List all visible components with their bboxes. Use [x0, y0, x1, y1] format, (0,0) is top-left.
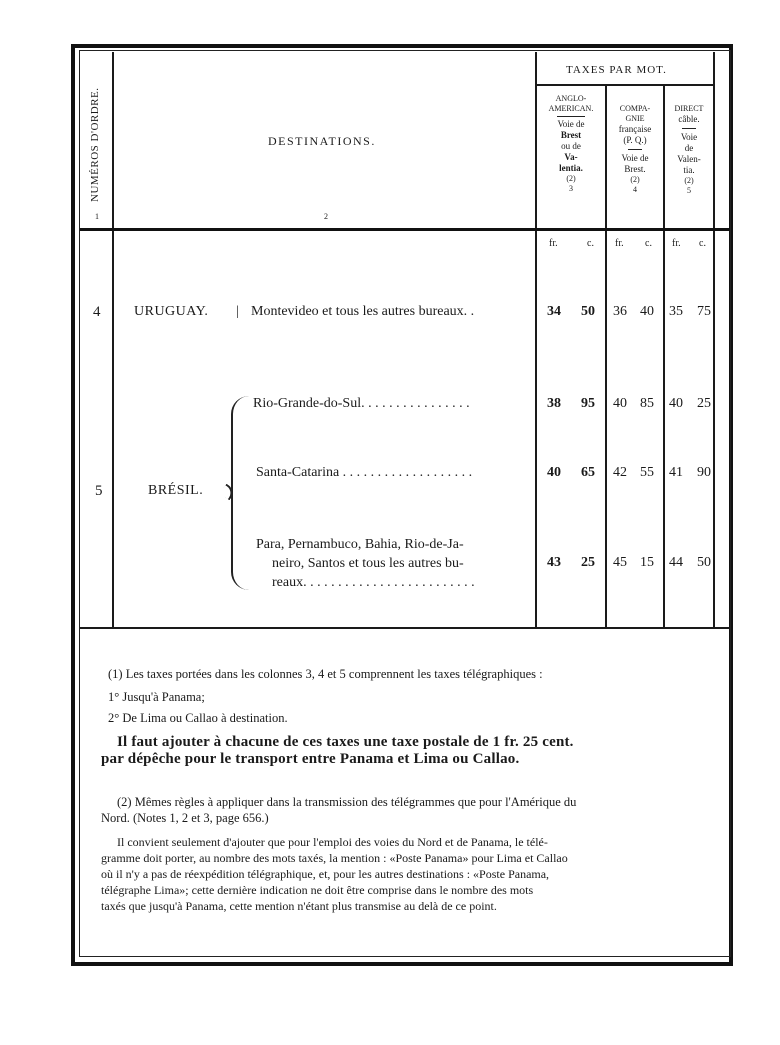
col4-line6: Brest. [624, 164, 646, 174]
bresil-dest-2: Santa-Catarina . . . . . . . . . . . . . . . . . . . [256, 465, 473, 480]
bresil-d2-c4-c: 55 [640, 465, 654, 480]
unit-fr-col5: fr. [672, 238, 681, 249]
header-bottom-rule [80, 228, 730, 231]
col3-line1: ANGLO- [555, 94, 587, 103]
row-bresil-number: 5 [95, 483, 103, 499]
col4-note: (2) [630, 175, 640, 184]
note-1b: 2° De Lima ou Callao à destination. [108, 711, 288, 725]
col3-header [537, 94, 605, 194]
postal-tax-warning-line1: Il faut ajouter à chacune de ces taxes une taxe postale de 1 fr. 25 cent. [117, 734, 574, 750]
bresil-d3-c4-fr: 45 [613, 555, 627, 570]
row-uruguay-c4-c: 40 [640, 304, 654, 319]
row-uruguay-c3-c: 50 [581, 304, 595, 319]
paragraph-line1: Il convient seulement d'ajouter que pour l'emploi des voies du Nord et de Panama, le télé- [117, 835, 548, 849]
col5-line2: câble. [678, 114, 700, 124]
col2-title: DESTINATIONS. [268, 134, 376, 148]
col4-line1: COMPA- [619, 104, 651, 113]
col4-line3: française [618, 124, 652, 134]
col-divider-1 [112, 52, 114, 628]
bresil-d2-c3-fr: 40 [547, 465, 561, 480]
col3-line6: Va- [564, 152, 578, 162]
note-2-line2: Nord. (Notes 1, 2 et 3, page 656.) [101, 811, 269, 825]
bresil-dest-1: Rio-Grande-do-Sul. . . . . . . . . . . . . . . . [253, 396, 470, 411]
paragraph-line2: gramme doit porter, au nombre des mots taxés, la mention : «Poste Panama» pour Lima et Callao [101, 851, 568, 865]
unit-c-col3: c. [587, 238, 594, 249]
row-uruguay-number: 4 [93, 304, 101, 320]
note-2-line1: (2) Mêmes règles à appliquer dans la transmission des télégrammes que pour l'Amérique du [117, 795, 577, 809]
unit-fr-col3: fr. [549, 238, 558, 249]
col3-note: (2) [566, 174, 576, 183]
col5-line6: tia. [683, 165, 695, 175]
unit-fr-col4: fr. [615, 238, 624, 249]
col1-number: 1 [95, 212, 99, 221]
bresil-dest-3-line2: neiro, Santos et tous les autres bu- [272, 556, 464, 571]
taxes-title: TAXES PAR MOT. [566, 64, 667, 76]
col5-note: (2) [684, 176, 694, 185]
bresil-d3-c3-c: 25 [581, 555, 595, 570]
col5-line4: de [684, 143, 694, 153]
bresil-d2-c3-c: 65 [581, 465, 595, 480]
col5-number: 5 [687, 186, 691, 195]
row-uruguay-separator: | [236, 304, 239, 319]
col5-line3: Voie [680, 132, 698, 142]
bresil-dest-3-line3: reaux. . . . . . . . . . . . . . . . . . . . . . . . . [272, 575, 475, 590]
bresil-d2-c4-fr: 42 [613, 465, 627, 480]
bresil-d1-c4-c: 85 [640, 396, 654, 411]
bresil-d1-c3-c: 95 [581, 396, 595, 411]
col5-header [664, 104, 714, 196]
bresil-d3-c5-fr: 44 [669, 555, 683, 570]
taxes-underline [535, 84, 715, 86]
col4-line2: GNIE [625, 114, 645, 123]
bresil-dest-3-line1: Para, Pernambuco, Bahia, Rio-de-Ja- [256, 537, 464, 552]
col4-line5: Voie de [621, 153, 649, 163]
row-uruguay-c5-fr: 35 [669, 304, 683, 319]
col3-line2: AMERICAN. [548, 104, 594, 113]
col3-line7: lentia. [559, 163, 583, 173]
paragraph-line5: taxés que jusqu'à Panama, cette mention n'étant plus transmise au delà de ce point. [101, 899, 497, 913]
bresil-d1-c5-fr: 40 [669, 396, 683, 411]
bresil-d2-c5-c: 90 [697, 465, 711, 480]
bresil-d1-c3-fr: 38 [547, 396, 561, 411]
col3-line3: Voie de [557, 119, 585, 129]
col4-header [606, 104, 664, 195]
col3-line5: ou de [561, 141, 581, 151]
bresil-d3-c3-fr: 43 [547, 555, 561, 570]
col4-number: 4 [633, 185, 637, 194]
row-uruguay-c5-c: 75 [697, 304, 711, 319]
col3-line4: Brest [560, 130, 582, 140]
unit-c-col5: c. [699, 238, 706, 249]
col5-line1: DIRECT [674, 104, 704, 113]
bresil-d1-c4-fr: 40 [613, 396, 627, 411]
paragraph-line3: où il n'y a pas de réexpédition télégraphique, et, pour les autres destinations : «Poste Panama, [101, 867, 550, 881]
col2-number: 2 [324, 212, 328, 221]
bresil-d3-c5-c: 50 [697, 555, 711, 570]
paragraph-line4: télégraphe Lima»; cette dernière indication ne doit être comprise dans le nombre des mots [101, 883, 534, 897]
col3-number: 3 [569, 184, 573, 193]
note-1a: 1° Jusqu'à Panama; [108, 690, 205, 704]
col5-line5: Valen- [677, 154, 701, 164]
col4-line4: (P. Q.) [623, 135, 647, 145]
unit-c-col4: c. [645, 238, 652, 249]
bresil-d1-c5-c: 25 [697, 396, 711, 411]
bresil-brace [231, 396, 251, 590]
bresil-d3-c4-c: 15 [640, 555, 654, 570]
row-uruguay-c3-fr: 34 [547, 304, 561, 319]
note-1: (1) Les taxes portées dans les colonnes 3, 4 et 5 comprennent les taxes télégraphiques : [108, 667, 543, 681]
row-uruguay-country: URUGUAY. [134, 304, 209, 319]
table-bottom-rule [80, 627, 730, 629]
row-uruguay-destination: Montevideo et tous les autres bureaux. . [251, 304, 475, 319]
col1-title: NUMÉROS D'ORDRE. [89, 87, 101, 203]
postal-tax-warning-line2: par dépêche pour le transport entre Panama et Lima ou Callao. [101, 751, 520, 767]
bresil-d2-c5-fr: 41 [669, 465, 683, 480]
row-bresil-country: BRÉSIL. [148, 483, 204, 498]
row-uruguay-c4-fr: 36 [613, 304, 627, 319]
